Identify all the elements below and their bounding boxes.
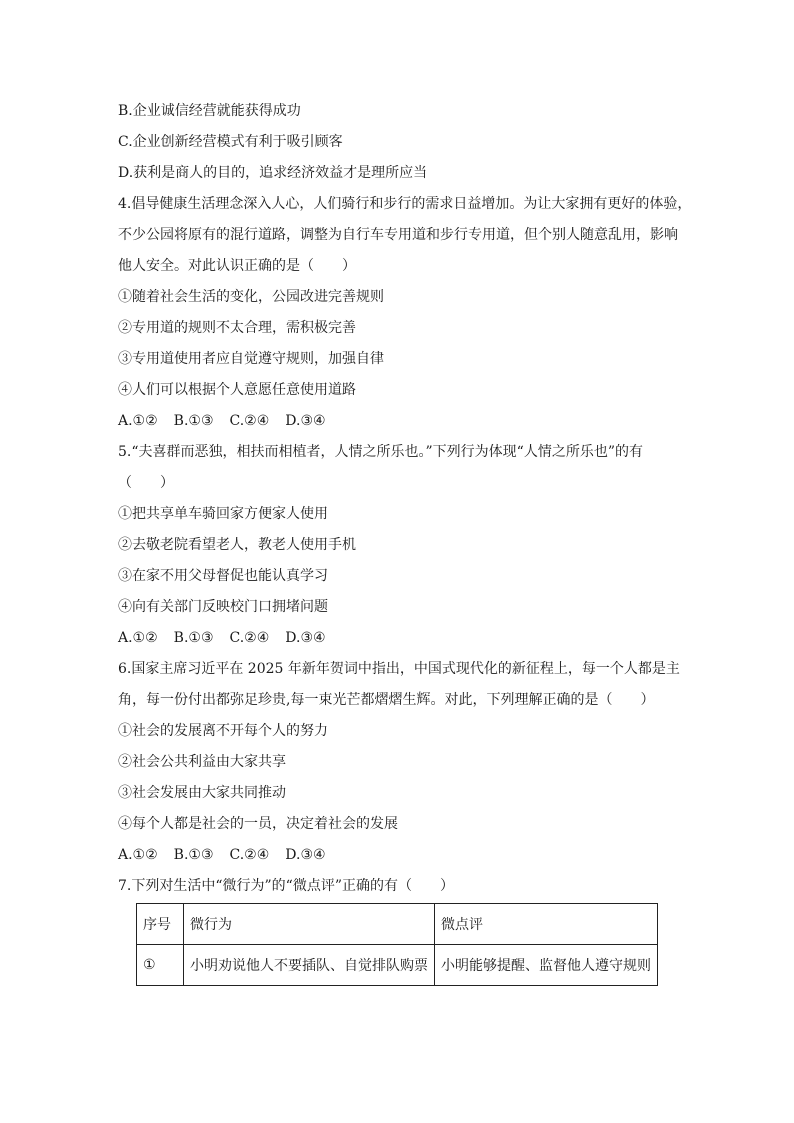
table-row	[137, 945, 658, 986]
question-stem-line: 7.下列对生活中“微行为”的“微点评”正确的有（ ）	[118, 878, 454, 894]
statement-item: ③社会发展由大家共同推动	[118, 785, 286, 801]
statement-item: ①随着社会生活的变化，公园改进完善规则	[118, 289, 384, 305]
question-stem-line: 6.国家主席习近平在 2025 年新年贺词中指出，中国式现代化的新征程上，每一个人都是主	[118, 661, 680, 677]
answer-option-b: B.①③	[173, 630, 214, 646]
question-4	[118, 189, 692, 437]
statement-item: ②专用道的规则不太合理，需积极完善	[118, 320, 356, 336]
table-header-cell: 微行为	[184, 904, 435, 945]
table-header-row	[137, 904, 658, 945]
table-cell: ①	[137, 945, 184, 986]
answer-options	[118, 623, 678, 654]
question-7	[118, 871, 678, 986]
statement-item: ④每个人都是社会的一员，决定着社会的发展	[118, 816, 398, 832]
statement-item: ④向有关部门反映校门口拥堵问题	[118, 599, 328, 615]
answer-option-a: A.①②	[118, 413, 158, 429]
option-b-line: B.企业诚信经营就能获得成功	[118, 103, 301, 119]
comment-table	[136, 903, 658, 986]
option-d-line: D.获利是商人的目的，追求经济效益才是理所应当	[118, 165, 428, 181]
question-stem-line: 不少公园将原有的混行道路，调整为自行车专用道和步行专用道，但个别人随意乱用，影响	[118, 227, 678, 243]
question-stem-line: 角，每一份付出都弥足珍贵,每一束光芒都熠熠生辉。对此，下列理解正确的是（ ）	[118, 692, 655, 708]
table-header-cell: 微点评	[435, 904, 658, 945]
option-c-line: C.企业创新经营模式有利于吸引顾客	[118, 134, 343, 150]
statement-item: ③在家不用父母督促也能认真学习	[118, 568, 328, 584]
answer-option-d: D.③④	[285, 630, 326, 646]
answer-option-b: B.①③	[173, 847, 214, 863]
question-5	[118, 437, 678, 654]
question-stem-line: 4.倡导健康生活理念深入人心，人们骑行和步行的需求日益增加。为让大家拥有更好的体验，	[118, 196, 692, 212]
question-stem-line: 5.“夫喜群而恶独，相扶而相植者，人情之所乐也。”下列行为体现“人情之所乐也”的有	[118, 444, 643, 460]
answer-option-d: D.③④	[285, 413, 326, 429]
statement-item: ②社会公共利益由大家共享	[118, 754, 286, 770]
answer-option-a: A.①②	[118, 847, 158, 863]
statement-item: ③专用道使用者应自觉遵守规则，加强自律	[118, 351, 384, 367]
answer-option-d: D.③④	[285, 847, 326, 863]
statement-item: ①把共享单车骑回家方便家人使用	[118, 506, 328, 522]
answer-options	[118, 840, 678, 871]
question-stem-line: 他人安全。对此认识正确的是（ ）	[118, 258, 356, 274]
answer-option-c: C.②④	[229, 630, 270, 646]
table-cell: 小明劝说他人不要插队、自觉排队购票	[184, 945, 435, 986]
question-stem-line: （ ）	[118, 475, 174, 491]
statement-item: ②去敬老院看望老人，教老人使用手机	[118, 537, 356, 553]
answer-option-a: A.①②	[118, 630, 158, 646]
statement-item: ④人们可以根据个人意愿任意使用道路	[118, 382, 356, 398]
statement-item: ①社会的发展离不开每个人的努力	[118, 723, 328, 739]
answer-option-b: B.①③	[173, 413, 214, 429]
answer-options	[118, 406, 678, 437]
document-page	[118, 96, 692, 986]
answer-option-c: C.②④	[229, 413, 270, 429]
question-6	[118, 654, 678, 871]
table-cell: 小明能够提醒、监督他人遵守规则	[435, 945, 658, 986]
answer-option-c: C.②④	[229, 847, 270, 863]
table-header-cell: 序号	[137, 904, 184, 945]
